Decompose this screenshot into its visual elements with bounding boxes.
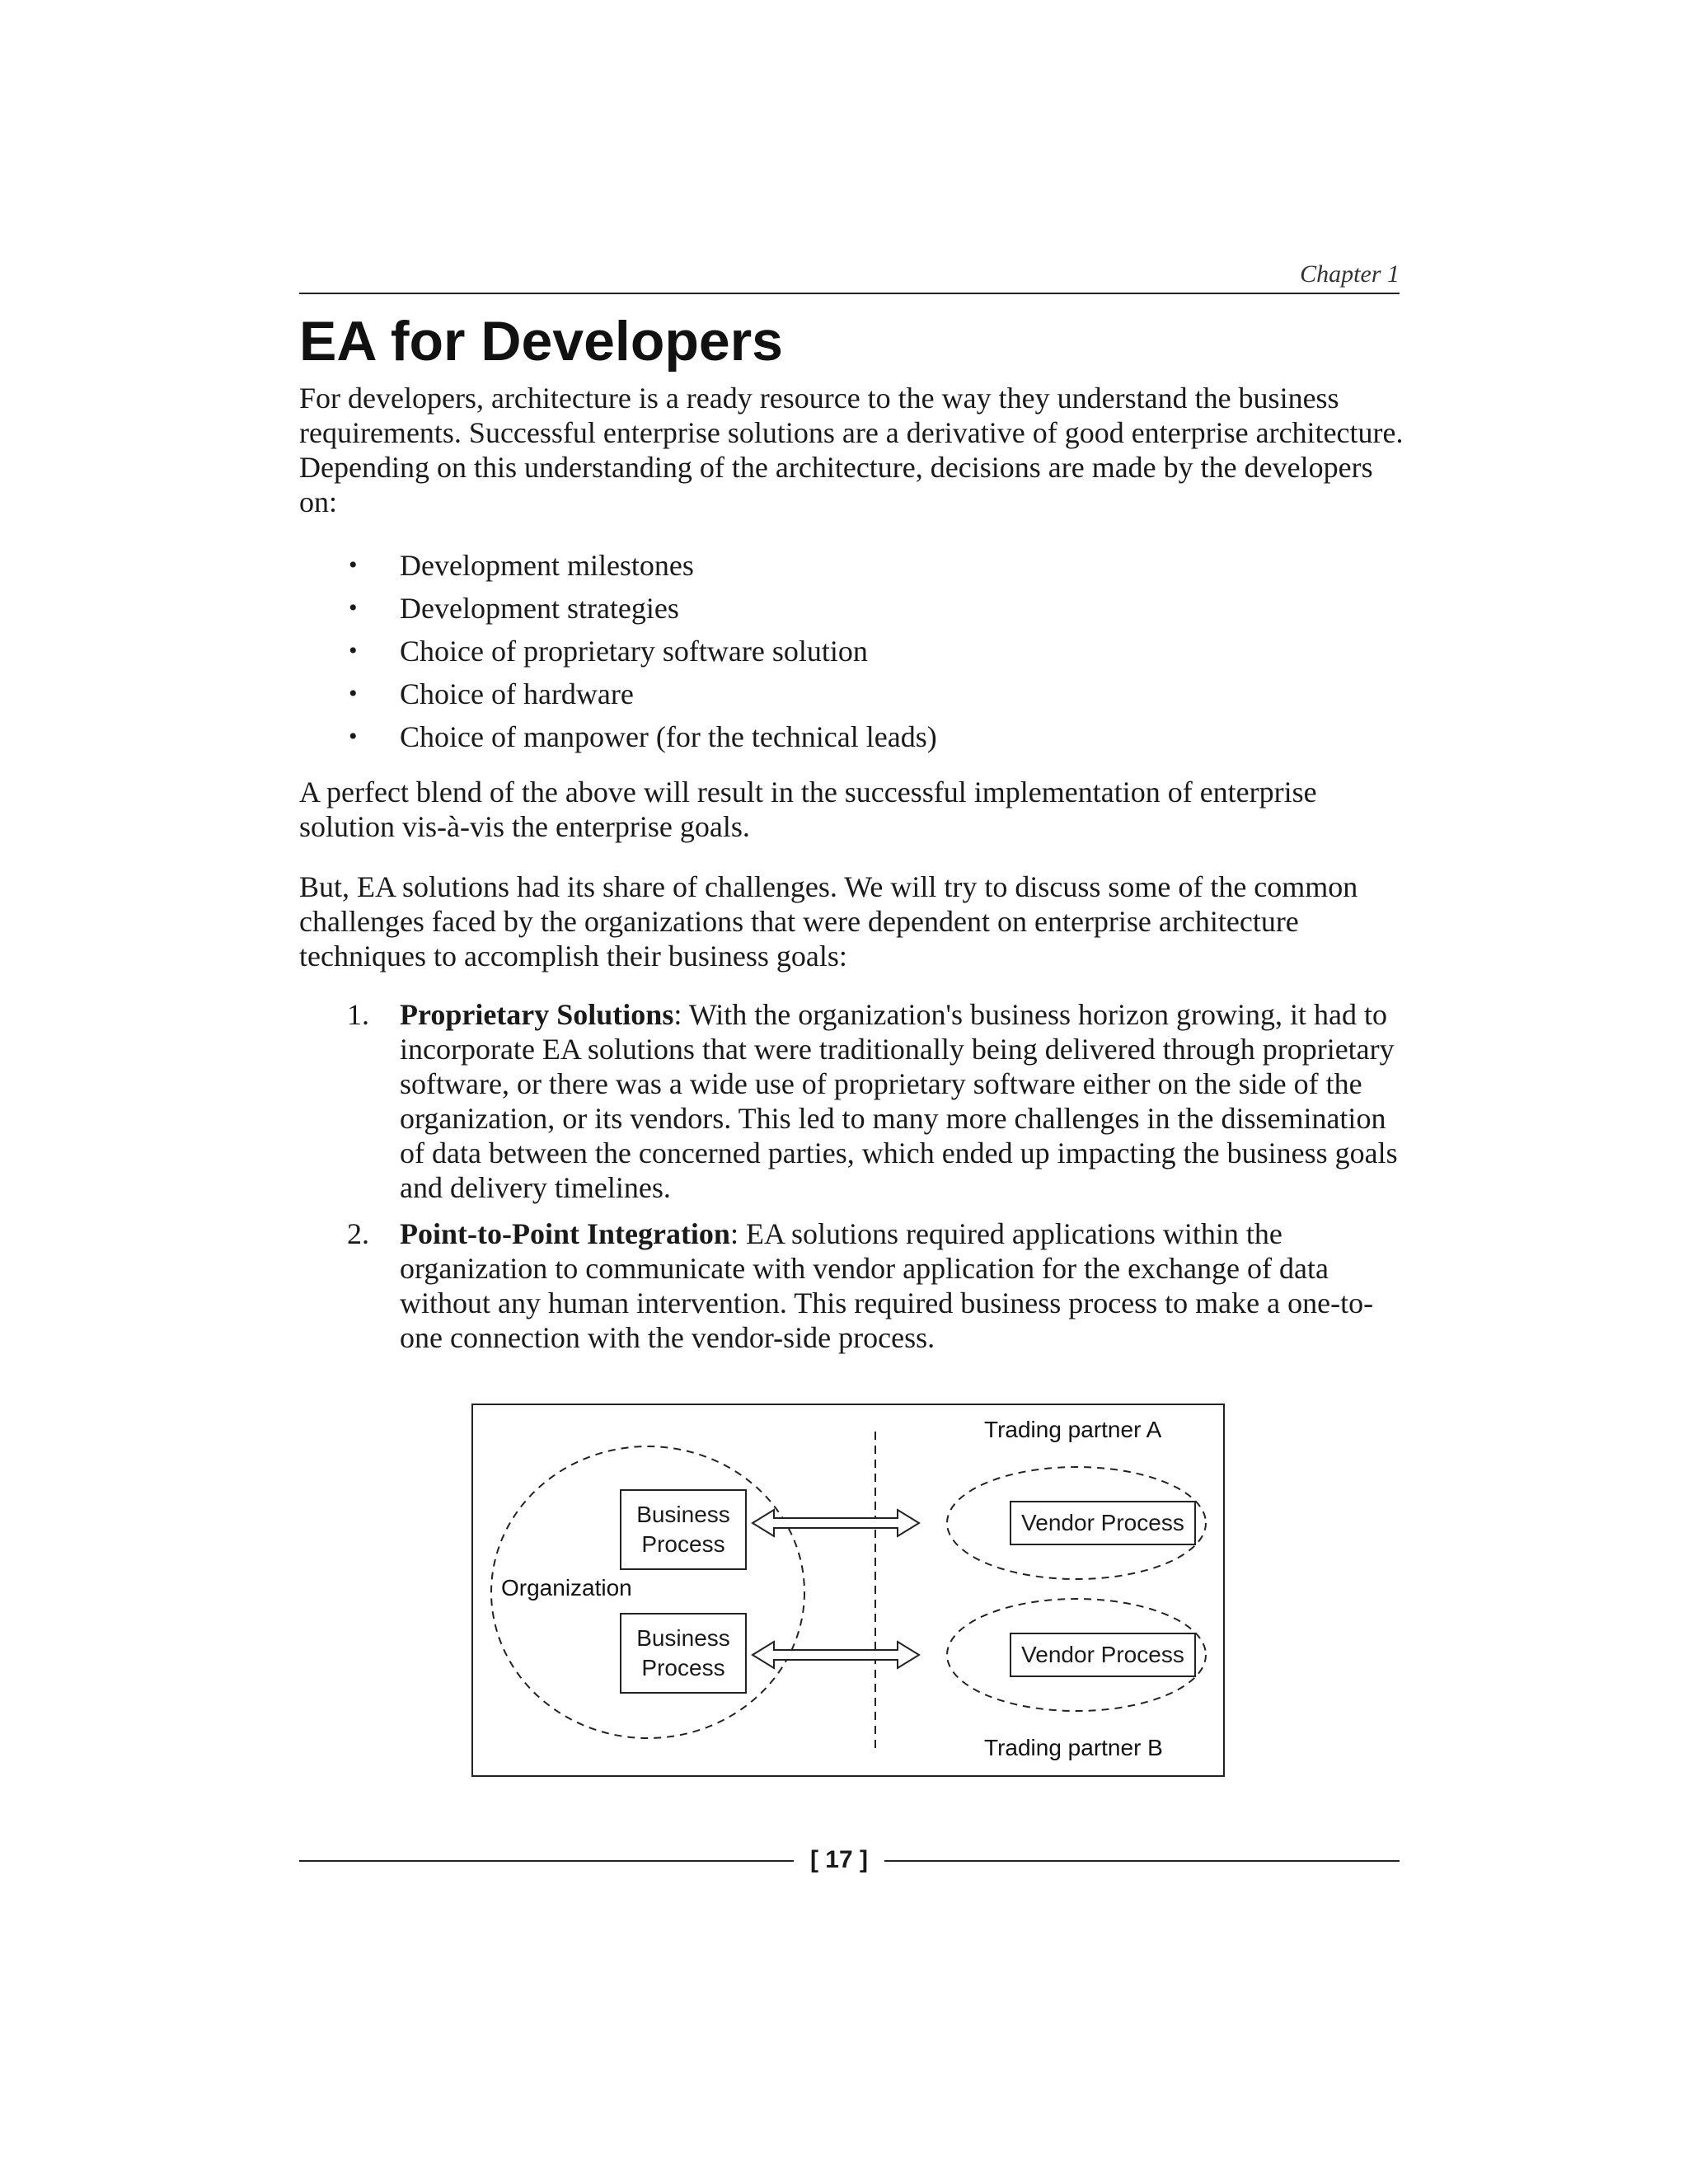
list-item: [299, 997, 1404, 1205]
challenge-text: : EA solutions required applications within the organization to communicate with vendor application for the exchange of data without any human intervention. This required business process to make a one-to-one connection with the vendor-side process.: [400, 1217, 1374, 1354]
footer-rule: [884, 1860, 1400, 1862]
vendor-process-label: Vendor Process: [1021, 1510, 1184, 1535]
business-process-box-2: [620, 1613, 747, 1694]
intro-paragraph: For developers, architecture is a ready resource to the way they understand the business requirements. Successful enterprise solutions are a derivative of good enterprise architecture. Depending on this understanding of the architecture, decisions are made by the developers on:: [299, 382, 1404, 518]
chapter-header: Chapter 1: [1300, 260, 1400, 288]
point-to-point-diagram: [471, 1404, 1225, 1777]
challenge-text: : With the organization's business horizon growing, it had to incorporate EA solutions that were traditionally being delivered through proprietary software, or there was a wide use of proprietary software either on the side of the organization, or its vendors. This led to many more challenges in the dissemination of data between the concerned parties, which ended up impacting the business goals and delivery timelines.: [400, 998, 1398, 1204]
page-number: [ 17 ]: [809, 1846, 869, 1873]
challenge-term: Point-to-Point Integration: [400, 1217, 730, 1250]
business-process-label: Business Process: [636, 1502, 730, 1557]
header-rule: [299, 293, 1400, 294]
list-item-text: Choice of manpower (for the technical leads): [400, 720, 937, 753]
challenges-paragraph: But, EA solutions had its share of challenges. We will try to discuss some of the common challenges faced by the organizations that were dependent on enterprise architecture techniques to accomplish their business goals:: [299, 870, 1358, 972]
bullet-glyph: •: [349, 551, 358, 579]
vendor-process-label: Vendor Process: [1021, 1642, 1184, 1667]
blend-paragraph: A perfect blend of the above will result in the successful implementation of enterprise solution vis-à-vis the enterprise goals.: [299, 776, 1317, 843]
business-process-box-1: [620, 1489, 747, 1570]
list-number: 1.: [347, 998, 369, 1031]
bullet-glyph: •: [349, 680, 358, 707]
list-item: [299, 544, 1371, 587]
list-item: [299, 673, 1371, 715]
exchange-arrow-top: [753, 1510, 919, 1536]
list-item-text: Development strategies: [400, 592, 679, 625]
bullet-glyph: •: [349, 723, 358, 750]
list-item: [299, 1216, 1404, 1355]
exchange-arrow-bottom: [753, 1642, 919, 1668]
list-item: [299, 715, 1371, 758]
list-item-text: Choice of proprietary software solution: [400, 635, 868, 668]
list-item: [299, 630, 1371, 673]
vendor-process-box-2: [1010, 1633, 1196, 1677]
trading-partner-b-label: Trading partner B: [984, 1735, 1163, 1760]
list-item-text: Development milestones: [400, 549, 694, 582]
challenges-list: [299, 997, 1404, 1366]
decision-bullet-list: [299, 544, 1371, 758]
trading-partner-a-label: Trading partner A: [984, 1417, 1162, 1442]
bullet-glyph: •: [349, 594, 358, 621]
organization-label: Organization: [501, 1575, 632, 1601]
footer-rule: [299, 1860, 794, 1862]
business-process-label: Business Process: [636, 1625, 730, 1680]
list-item-text: Choice of hardware: [400, 677, 634, 710]
bullet-glyph: •: [349, 637, 358, 664]
section-title: EA for Developers: [299, 310, 783, 373]
list-number: 2.: [347, 1217, 369, 1250]
list-item: [299, 587, 1371, 630]
challenge-term: Proprietary Solutions: [400, 998, 674, 1031]
vendor-process-box-1: [1010, 1501, 1196, 1545]
